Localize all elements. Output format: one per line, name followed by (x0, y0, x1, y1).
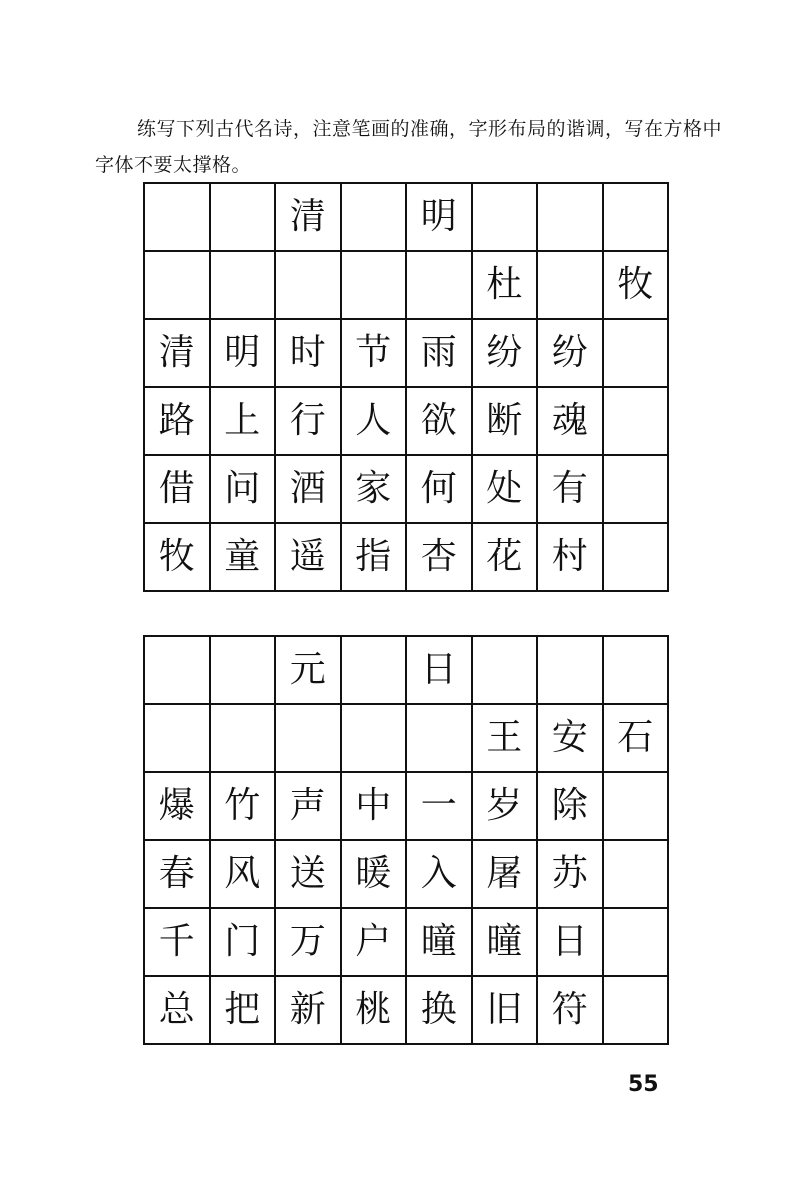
grid-cell: 中 (342, 773, 408, 841)
grid-cell: 曈 (473, 909, 539, 977)
grid-cell: 春 (145, 841, 211, 909)
grid-cell: 借 (145, 456, 211, 524)
grid-cell: 有 (538, 456, 604, 524)
grid-cell (604, 184, 670, 252)
grid-cell: 除 (538, 773, 604, 841)
grid-cell (538, 252, 604, 320)
grid-cell: 节 (342, 320, 408, 388)
grid-cell: 牧 (604, 252, 670, 320)
grid-cell: 断 (473, 388, 539, 456)
grid-cell: 爆 (145, 773, 211, 841)
grid-cell: 雨 (407, 320, 473, 388)
grid-cell: 桃 (342, 977, 408, 1045)
grid-cell: 元 (276, 637, 342, 705)
grid-cell (145, 252, 211, 320)
grid-cell: 酒 (276, 456, 342, 524)
grid-cell (604, 320, 670, 388)
grid-cell: 一 (407, 773, 473, 841)
grid-cell: 总 (145, 977, 211, 1045)
grid-cell: 竹 (211, 773, 277, 841)
grid-cell: 千 (145, 909, 211, 977)
grid-cell (538, 637, 604, 705)
grid-cell: 石 (604, 705, 670, 773)
grid-cell: 处 (473, 456, 539, 524)
grid-cell (211, 705, 277, 773)
grid-cell: 符 (538, 977, 604, 1045)
grid-cell (342, 252, 408, 320)
grid-cell: 欲 (407, 388, 473, 456)
grid-cell: 上 (211, 388, 277, 456)
grid-cell: 行 (276, 388, 342, 456)
grid-cell: 岁 (473, 773, 539, 841)
grid-cell (604, 456, 670, 524)
grid-cell: 魂 (538, 388, 604, 456)
grid-cell: 门 (211, 909, 277, 977)
grid-cell: 日 (407, 637, 473, 705)
grid-cell (276, 705, 342, 773)
grid-cell (145, 184, 211, 252)
grid-cell (211, 184, 277, 252)
grid-cell: 何 (407, 456, 473, 524)
grid-cell: 指 (342, 524, 408, 592)
grid-cell (342, 184, 408, 252)
grid-cell: 路 (145, 388, 211, 456)
grid-cell (604, 388, 670, 456)
grid-cell: 换 (407, 977, 473, 1045)
grid-cell: 户 (342, 909, 408, 977)
grid-cell (342, 705, 408, 773)
grid-cell (604, 524, 670, 592)
grid-cell: 万 (276, 909, 342, 977)
grid-cell (145, 637, 211, 705)
grid-cell (604, 637, 670, 705)
grid-cell: 纷 (473, 320, 539, 388)
grid-cell (604, 773, 670, 841)
grid-cell (211, 637, 277, 705)
grid-cell: 苏 (538, 841, 604, 909)
page-number: 55 (628, 1072, 659, 1097)
grid-cell: 曈 (407, 909, 473, 977)
grid-cell: 纷 (538, 320, 604, 388)
grid-cell: 时 (276, 320, 342, 388)
grid-cell: 明 (407, 184, 473, 252)
grid-cell: 旧 (473, 977, 539, 1045)
grid-cell (407, 705, 473, 773)
grid-cell (604, 909, 670, 977)
grid-cell: 暖 (342, 841, 408, 909)
grid-cell: 童 (211, 524, 277, 592)
grid-cell: 送 (276, 841, 342, 909)
grid-cell (342, 637, 408, 705)
grid-cell: 安 (538, 705, 604, 773)
grid-cell (407, 252, 473, 320)
grid-cell: 问 (211, 456, 277, 524)
grid-cell: 花 (473, 524, 539, 592)
poem-grid-yuanri (143, 635, 669, 1045)
grid-cell (473, 637, 539, 705)
grid-cell: 入 (407, 841, 473, 909)
grid-cell: 日 (538, 909, 604, 977)
grid-cell: 屠 (473, 841, 539, 909)
grid-cell: 家 (342, 456, 408, 524)
grid-cell: 遥 (276, 524, 342, 592)
grid-cell (276, 252, 342, 320)
grid-cell (604, 977, 670, 1045)
grid-cell: 牧 (145, 524, 211, 592)
grid-cell (604, 841, 670, 909)
grid-cell (473, 184, 539, 252)
grid-cell: 声 (276, 773, 342, 841)
grid-cell: 王 (473, 705, 539, 773)
grid-cell (145, 705, 211, 773)
grid-cell (538, 184, 604, 252)
grid-cell: 清 (145, 320, 211, 388)
grid-cell: 杜 (473, 252, 539, 320)
grid-cell: 村 (538, 524, 604, 592)
grid-cell: 清 (276, 184, 342, 252)
grid-cell: 风 (211, 841, 277, 909)
grid-cell: 人 (342, 388, 408, 456)
grid-cell (211, 252, 277, 320)
grid-cell: 把 (211, 977, 277, 1045)
grid-cell: 杏 (407, 524, 473, 592)
poem-grid-qingming (143, 182, 669, 592)
grid-cell: 明 (211, 320, 277, 388)
grid-cell: 新 (276, 977, 342, 1045)
instruction-text: 练写下列古代名诗，注意笔画的准确，字形布局的谐调，写在方格中字体不要太撑格。 (95, 118, 723, 176)
